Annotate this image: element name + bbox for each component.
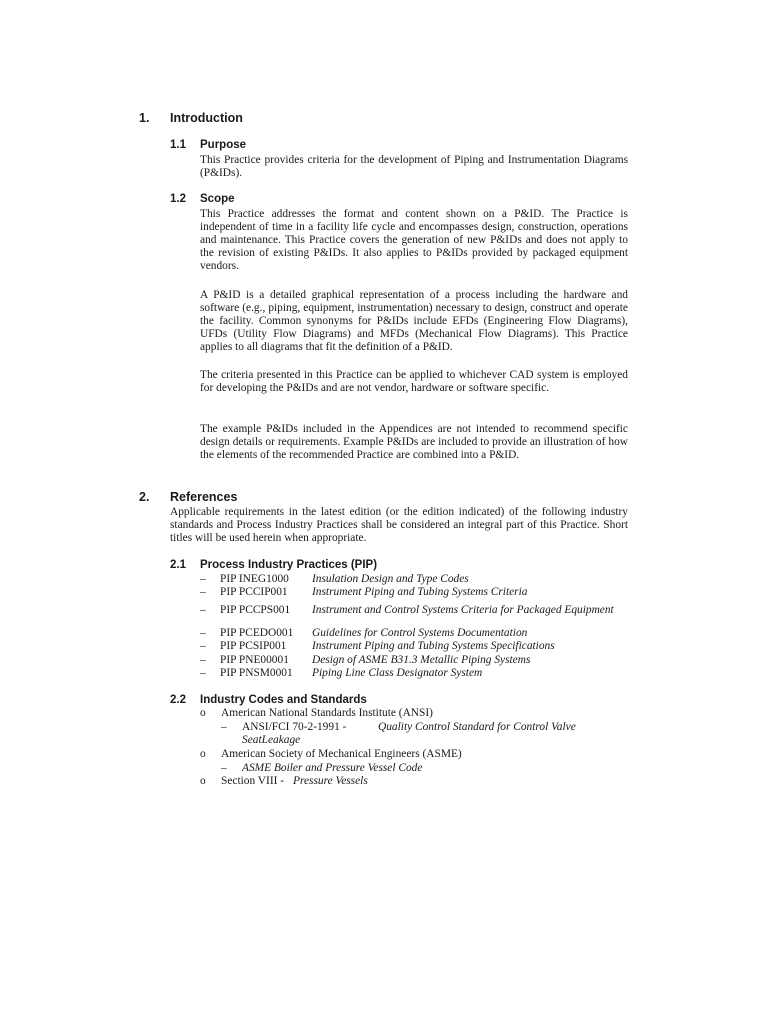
list-dash: – — [200, 573, 206, 585]
purpose-paragraph: This Practice provides criteria for the development of Piping and Instrumentation Diagrams (P&IDs). — [200, 154, 628, 179]
circle-bullet: o — [200, 775, 206, 787]
reference-code: PIP PNE00001 — [220, 654, 289, 666]
reference-title: Instrument and Control Systems Criteria for Packaged Equipment — [312, 604, 614, 616]
list-dash: – — [221, 721, 227, 733]
subsection-number: 1.1 — [170, 139, 186, 151]
subsection-title: Industry Codes and Standards — [200, 694, 367, 706]
section-title: Introduction — [170, 111, 243, 125]
scope-paragraph-3: The criteria presented in this Practice can be applied to whichever CAD system is employed for developing the P&IDs and are not vendor, hardware or software specific. — [200, 369, 628, 394]
list-dash: – — [200, 640, 206, 652]
subsection-number: 1.2 — [170, 193, 186, 205]
subsection-number: 2.1 — [170, 559, 186, 571]
list-dash: – — [200, 667, 206, 679]
reference-code: PIP PCCIP001 — [220, 586, 288, 598]
standard-code: ANSI/FCI 70-2-1991 - — [242, 721, 347, 733]
reference-title: Instrument Piping and Tubing Systems Specifications — [312, 640, 555, 652]
organization-name: American Society of Mechanical Engineers (ASME) — [221, 748, 462, 760]
section-number: 1. — [139, 111, 150, 125]
circle-bullet: o — [200, 748, 206, 760]
standard-title-continued: SeatLeakage — [242, 734, 301, 746]
standard-title: Quality Control Standard for Control Valve — [378, 721, 576, 733]
reference-code: PIP INEG1000 — [220, 573, 289, 585]
list-dash: – — [221, 762, 227, 774]
section-viii-title: Pressure Vessels — [293, 775, 368, 787]
section-title: References — [170, 490, 238, 504]
reference-title: Insulation Design and Type Codes — [312, 573, 469, 585]
scope-paragraph-2: A P&ID is a detailed graphical representation of a process including the hardware and software (e.g., piping, equipment, instrumentation) necessary to design, construct and operate the facility. Common synonyms for P&IDs include EFDs (Engineering Flow Diagrams), UFDs (Utility Flow Diagrams) and MFDs (Mechanical Flow Diagrams). This Practice applies to all diagrams that fit the definition of a P&ID. — [200, 289, 628, 353]
list-dash: – — [200, 654, 206, 666]
subsection-title: Scope — [200, 193, 235, 205]
subsection-number: 2.2 — [170, 694, 186, 706]
circle-bullet: o — [200, 707, 206, 719]
reference-title: Design of ASME B31.3 Metallic Piping Systems — [312, 654, 531, 666]
section-label: Section VIII - — [221, 775, 285, 787]
list-dash: – — [200, 604, 206, 616]
scope-paragraph-1: This Practice addresses the format and content shown on a P&ID. The Practice is independent of time in a facility life cycle and encompasses design, construction, operations and maintenance. This Practice covers the generation of new P&IDs and does not apply to the revision of existing P&IDs. It also applies to P&IDs provided by packaged equipment vendors. — [200, 208, 628, 272]
references-paragraph: Applicable requirements in the latest edition (or the edition indicated) of the following industry standards and Process Industry Practices shall be considered an integral part of this Practice. Short titles will be used herein when appropriate. — [170, 506, 628, 544]
reference-title: Piping Line Class Designator System — [312, 667, 483, 679]
list-dash: – — [200, 627, 206, 639]
subsection-title: Purpose — [200, 139, 247, 151]
list-dash: – — [200, 586, 206, 598]
reference-code: PIP PCCPS001 — [220, 604, 291, 616]
scope-paragraph-4: The example P&IDs included in the Appendices are not intended to recommend specific design details or requirements. Example P&IDs are included to provide an illustration of how the elements of the recommended Practice are combined into a P&ID. — [200, 423, 628, 461]
reference-code: PIP PCEDO001 — [220, 627, 294, 639]
subsection-title: Process Industry Practices (PIP) — [200, 559, 378, 571]
reference-title: Instrument Piping and Tubing Systems Criteria — [312, 586, 528, 598]
reference-code: PIP PCSIP001 — [220, 640, 287, 652]
section-number: 2. — [139, 490, 150, 504]
reference-code: PIP PNSM0001 — [220, 667, 293, 679]
organization-name: American National Standards Institute (ANSI) — [221, 707, 433, 719]
standard-title: ASME Boiler and Pressure Vessel Code — [242, 762, 423, 774]
reference-title: Guidelines for Control Systems Documentation — [312, 627, 528, 639]
